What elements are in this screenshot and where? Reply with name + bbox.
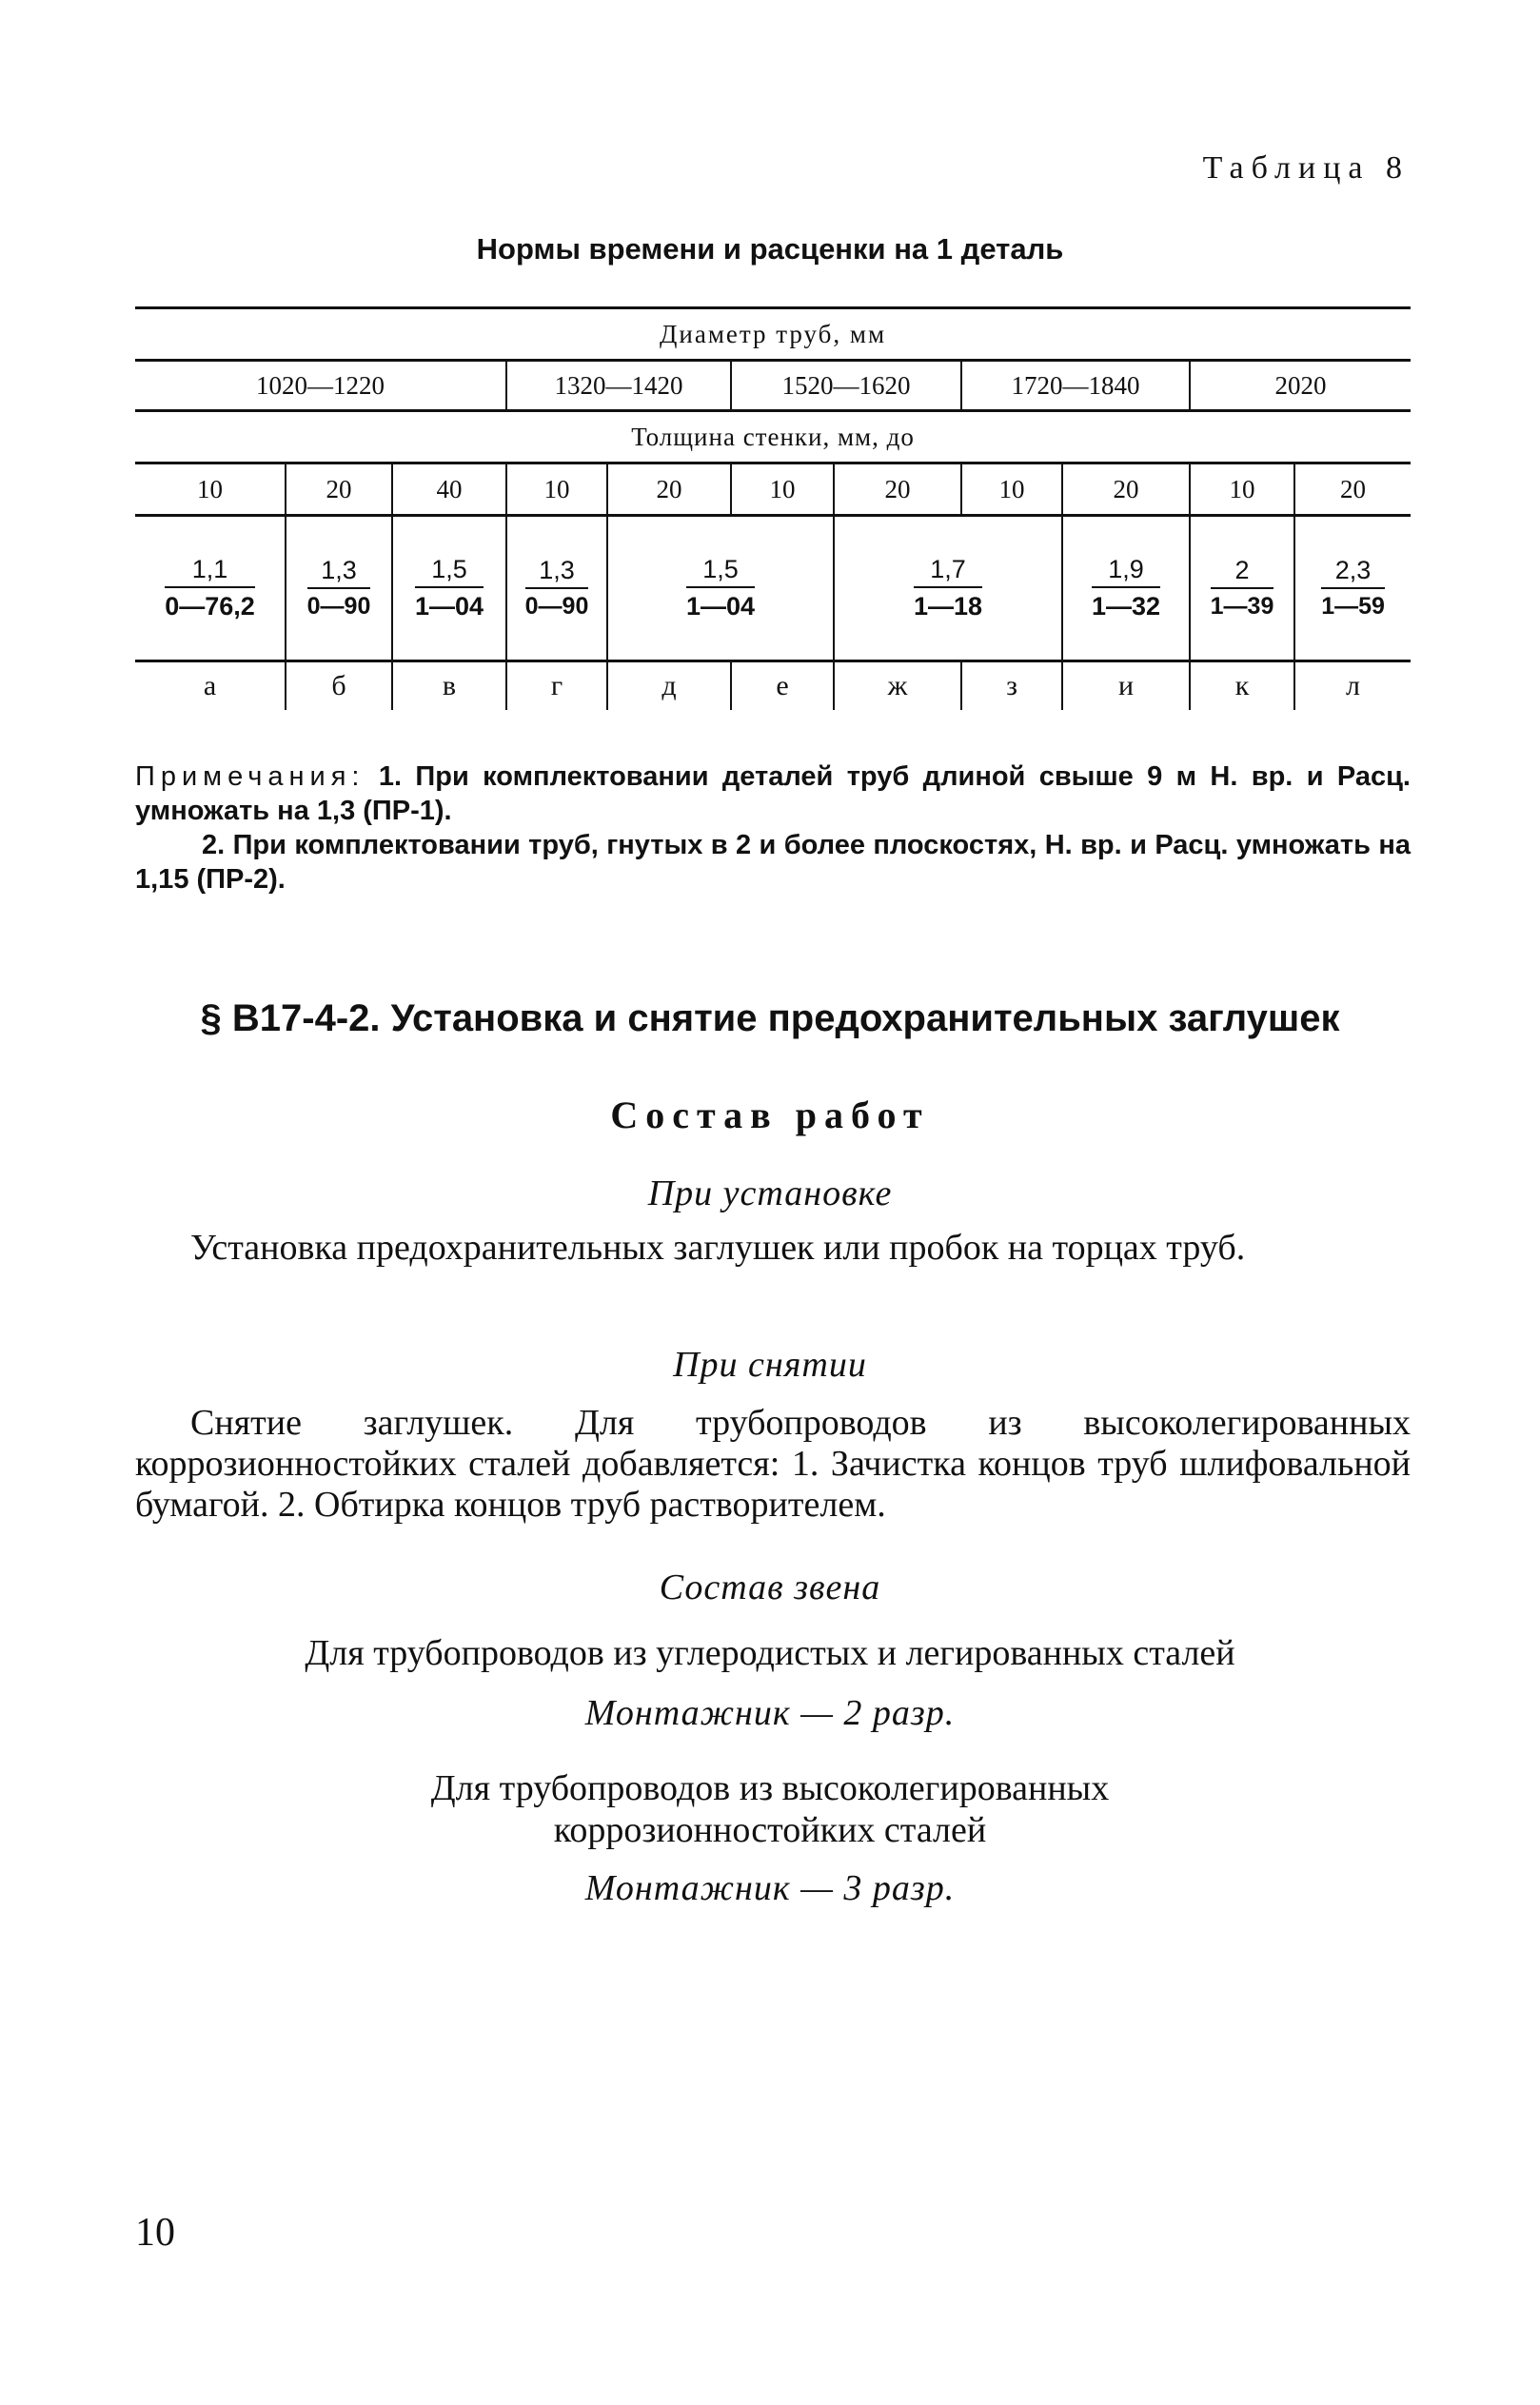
remove-heading: При снятии [673, 1345, 867, 1385]
time-norm: 1,9 [1092, 555, 1160, 588]
thickness-cell: 20 [1294, 463, 1411, 516]
column-letter: д [607, 661, 731, 711]
thickness-cell: 10 [731, 463, 834, 516]
column-letter: и [1062, 661, 1190, 711]
crew2-line1: Для трубопроводов из высоколегированных [430, 1768, 1110, 1808]
value-cell [506, 516, 607, 661]
diameter-group: 1320—1420 [506, 361, 731, 411]
time-norm: 1,3 [307, 556, 371, 589]
column-letter: а [135, 661, 286, 711]
value-cell [1062, 516, 1190, 661]
thickness-cell: 10 [1190, 463, 1294, 516]
column-letter: ж [834, 661, 961, 711]
norm-rate-fraction [525, 556, 589, 621]
thickness-cell: 20 [834, 463, 961, 516]
time-norm: 2 [1211, 556, 1274, 589]
column-letter: г [506, 661, 607, 711]
norm-rate-fraction [914, 555, 982, 621]
column-letter: е [731, 661, 834, 711]
rate: 1—39 [1210, 593, 1274, 620]
value-cell [834, 516, 1062, 661]
norm-rate-fraction [307, 556, 371, 621]
time-norm: 1,7 [914, 555, 982, 588]
crew2-line2: коррозионностойких сталей [553, 1810, 987, 1850]
value-cell [392, 516, 506, 661]
column-letter: к [1190, 661, 1294, 711]
crew1-text: Для трубопроводов из углеродистых и легированных сталей [305, 1633, 1235, 1673]
rate: 1—32 [1091, 592, 1161, 621]
value-cell [135, 516, 286, 661]
crew-heading: Состав звена [659, 1567, 881, 1607]
time-norm: 1,5 [415, 555, 484, 588]
rate: 0—90 [306, 593, 371, 620]
norms-table [135, 306, 1411, 710]
column-letter: л [1294, 661, 1411, 711]
rate: 1—04 [414, 592, 484, 621]
time-norm: 2,3 [1321, 556, 1385, 589]
thickness-cell: 10 [506, 463, 607, 516]
thickness-header: Толщина стенки, мм, до [135, 411, 1411, 463]
diameter-group: 1520—1620 [731, 361, 961, 411]
note-1-text: 1. При комплектовании деталей труб длиной свыше 9 м Н. вр. и Расц. умножать на 1,3 (ПР-1). [135, 761, 1411, 826]
rate: 1—59 [1321, 593, 1385, 620]
column-letter: в [392, 661, 506, 711]
rate: 0—90 [524, 593, 589, 620]
norm-rate-fraction [1321, 556, 1385, 621]
norm-rate-fraction [1211, 556, 1274, 621]
table-title: Нормы времени и расценки на 1 деталь [476, 232, 1064, 266]
time-norm: 1,1 [165, 555, 255, 588]
thickness-cell: 20 [1062, 463, 1190, 516]
thickness-cell: 10 [135, 463, 286, 516]
time-norm: 1,3 [525, 556, 589, 589]
value-cell [1190, 516, 1294, 661]
diameter-group: 1720—1840 [961, 361, 1190, 411]
value-cell [607, 516, 834, 661]
value-cell [1294, 516, 1411, 661]
diameter-header: Диаметр труб, мм [135, 308, 1411, 361]
notes-label: Примечания: [135, 761, 365, 792]
diameter-group: 1020—1220 [135, 361, 506, 411]
norm-rate-fraction [1092, 555, 1160, 621]
rate: 0—76,2 [165, 592, 255, 621]
work-composition-heading: Состав работ [610, 1094, 930, 1136]
remove-paragraph: Снятие заглушек. Для трубопроводов из высоколегированных коррозионностойких сталей добавляется: 1. Зачистка концов труб шлифовальной бумагой. 2. Обтирка концов труб растворителем. [135, 1403, 1411, 1525]
remove-text [135, 1403, 1411, 1526]
thickness-cell: 10 [961, 463, 1062, 516]
rate: 1—04 [685, 592, 756, 621]
rate: 1—18 [913, 592, 983, 621]
time-norm: 1,5 [686, 555, 755, 588]
norm-rate-fraction [165, 555, 255, 621]
thickness-cell: 40 [392, 463, 506, 516]
thickness-cell: 20 [607, 463, 731, 516]
column-letter: б [286, 661, 392, 711]
norm-rate-fraction [415, 555, 484, 621]
table-label: Таблица 8 [1202, 150, 1410, 186]
note-2: 2. При комплектовании труб, гнутых в 2 и более плоскостях, Н. вр. и Расц. умножать на 1,15 (ПР-2). [135, 830, 1411, 895]
section-title: § В17-4-2. Установка и снятие предохранительных заглушек [200, 997, 1340, 1039]
install-text [135, 1228, 1411, 1269]
page-number: 10 [135, 2211, 175, 2255]
value-cell [286, 516, 392, 661]
install-heading: При установке [647, 1173, 893, 1213]
install-paragraph: Установка предохранительных заглушек или пробок на торцах труб. [190, 1228, 1246, 1268]
thickness-cell: 20 [286, 463, 392, 516]
crew2-worker: Монтажник — 3 разр. [584, 1868, 956, 1908]
norm-rate-fraction [686, 555, 755, 621]
note-1 [135, 759, 1411, 828]
diameter-group: 2020 [1190, 361, 1411, 411]
column-letter: з [961, 661, 1062, 711]
crew1-worker: Монтажник — 2 разр. [584, 1693, 956, 1733]
table-notes [135, 759, 1411, 897]
